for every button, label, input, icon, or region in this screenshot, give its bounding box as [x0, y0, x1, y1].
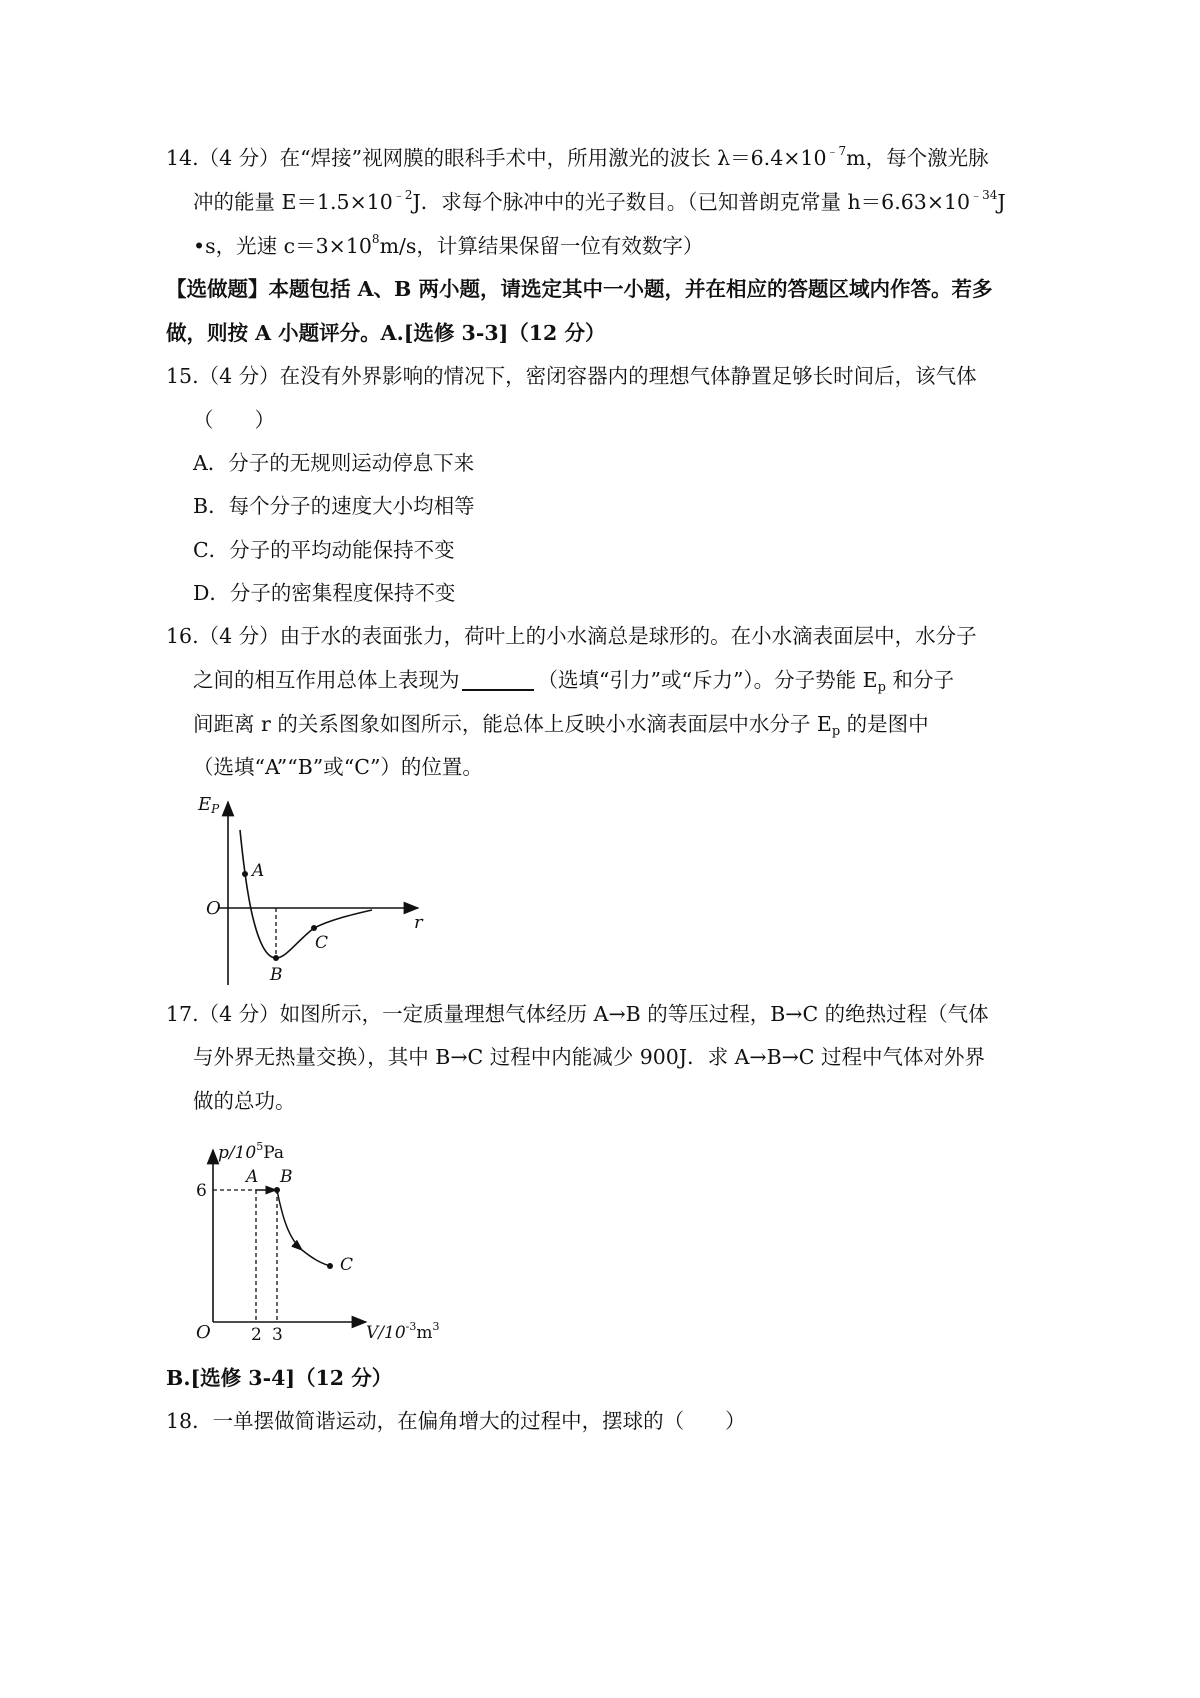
b-to-c-curve-tail — [302, 1250, 330, 1266]
q14-line-2: 冲的能量 $E=1.5\times 10^{﹣2}J$．求每个脉冲中的光子数目。（已知普朗克常量 $h=6.63\times 10^{﹣34}J$ — [193, 188, 1006, 214]
q15-option-d: D．分子的密集程度保持不变 — [193, 581, 456, 605]
elective-line-1: 【选做题】本题包括 A、B 两小题，请选定其中一小题，并在相应的答题区域内作答。若多 — [166, 277, 993, 301]
elective-line-2: 做，则按 A 小题评分。A.[选修 3-3]（12 分） — [166, 321, 606, 345]
label-c: C — [315, 933, 329, 953]
label-a: A — [252, 861, 265, 881]
point-c — [311, 925, 317, 931]
x-tick-2: 2 — [251, 1325, 262, 1345]
point-a — [242, 871, 248, 877]
point-c — [327, 1263, 333, 1269]
q15-stem-line-1: 15.（4 分）在没有外界影响的情况下，密闭容器内的理想气体静置足够长时间后，该气体 — [166, 364, 977, 388]
x-tick-3: 3 — [272, 1325, 283, 1345]
q14-line-1: 14.（4 分）在“焊接”视网膜的眼科手术中，所用激光的波长 $\lambda=6.4\times 10^{﹣7}m$，每个激光脉 — [166, 144, 989, 170]
label-b: B — [280, 1167, 293, 1187]
answer-blank — [462, 667, 534, 691]
point-b — [274, 1187, 280, 1193]
origin-label: O — [196, 1322, 211, 1343]
potential-energy-graph — [190, 790, 440, 995]
q15-option-b: B．每个分子的速度大小均相等 — [193, 494, 475, 518]
q16-line-1: 16.（4 分）由于水的表面张力，荷叶上的小水滴总是球形的。在小水滴表面层中，水分子 — [166, 624, 977, 648]
q16-line-2: 之间的相互作用总体上表现为 （选填“引力”或“斥力”）。分子势能 $E_p$ 和分子 — [193, 668, 955, 695]
q15-stem-line-2: （ ） — [193, 408, 275, 432]
point-b — [273, 955, 279, 961]
y-tick-6: 6 — [196, 1181, 207, 1201]
q16-line-4: （选填“A”“B”或“C”）的位置。 — [193, 755, 483, 779]
origin-label: O — [206, 898, 221, 919]
v-axis-label: $V/10^{-3}m^3$ — [366, 1320, 440, 1343]
b-to-c-curve — [277, 1190, 302, 1250]
label-c: C — [340, 1255, 354, 1275]
label-b: B — [270, 965, 283, 985]
p-axis-label: $p/10^5Pa$ — [218, 1140, 285, 1163]
q15-option-a: A．分子的无规则运动停息下来 — [193, 451, 475, 475]
label-a: A — [246, 1167, 259, 1187]
ep-curve — [240, 830, 372, 958]
pv-diagram — [190, 1130, 450, 1350]
q16-line-3: 间距离 r 的关系图象如图所示，能总体上反映小水滴表面层中水分子 $E_p$ 的是图中 — [193, 712, 929, 739]
q17-line-3: 做的总功。 — [193, 1089, 296, 1113]
section-b-heading: B.[选修 3-4]（12 分） — [166, 1366, 393, 1390]
q18-stem: 18．一单摆做简谐运动，在偏角增大的过程中，摆球的（ ） — [166, 1409, 746, 1433]
q14-line-3: •s，光速 $c=3\times 10^8m/s$，计算结果保留一位有效数字） — [193, 232, 704, 258]
q17-line-2: 与外界无热量交换），其中 B→C 过程中内能减少 900J．求 A→B→C 过程中气体对外界 — [193, 1045, 986, 1069]
q17-line-1: 17.（4 分）如图所示，一定质量理想气体经历 A→B 的等压过程，B→C 的绝热过程（气体 — [166, 1002, 989, 1026]
r-axis-label: r — [414, 912, 423, 933]
ep-axis-label: EP — [198, 794, 220, 816]
q15-option-c: C．分子的平均动能保持不变 — [193, 538, 455, 562]
